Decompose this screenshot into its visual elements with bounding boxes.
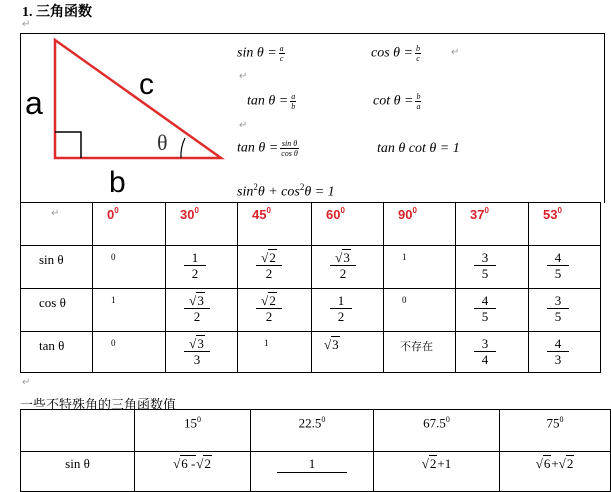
special-angle-table xyxy=(20,202,601,373)
cell-value: √6 -√2 xyxy=(173,456,211,471)
cell-value: 3 4 xyxy=(474,336,496,367)
paragraph-mark: ↵ xyxy=(22,377,31,388)
angle-header: $90^0$ xyxy=(398,206,417,222)
section-heading: 1. 三角函数 xyxy=(22,5,92,20)
other-angle-table xyxy=(20,409,611,492)
cell-value: √3 3 xyxy=(184,336,210,367)
cell-value: 1 xyxy=(251,456,373,473)
right-triangle-diagram xyxy=(21,34,261,204)
cell-value: √6+√2 xyxy=(535,456,574,471)
formula-box xyxy=(20,33,605,203)
cell-value: 1 xyxy=(402,252,407,262)
cell-value: √3 xyxy=(324,337,339,352)
tan-sin-cos-formula: tan θ = $\frac{\text{sin θ}}{\text{cos θ}}$ xyxy=(237,139,298,158)
cell-value: 3 5 xyxy=(547,293,569,324)
cell-value: √2 2 xyxy=(256,250,282,281)
tan-cot-identity: tan θ cot θ = 1 xyxy=(377,141,460,156)
side-b-label: b xyxy=(109,166,126,199)
paragraph-mark: ↵ xyxy=(239,71,248,82)
table-row: ↵ $0^0$ $30^0$ $45^0$ $60^0$ $90^0$ $37^0$ $53^0$ xyxy=(21,203,601,246)
tan-formula: tan θ = $\frac{a}{b}$ xyxy=(247,92,296,111)
angle-header: $37^0$ xyxy=(470,206,489,222)
angle-header: 22.5$^0$ xyxy=(298,415,326,431)
cell-value: 0 xyxy=(111,252,116,262)
angle-header: $60^0$ xyxy=(326,206,345,222)
side-c-label: c xyxy=(139,68,154,101)
side-a-label: a xyxy=(25,85,43,121)
sin-formula: sin θ = $\frac{a}{c}$ xyxy=(237,44,284,63)
paragraph-mark: ↵ xyxy=(451,47,460,58)
table-row xyxy=(21,332,601,373)
angle-header: 67.5$^0$ xyxy=(423,415,450,431)
pythagorean-identity: $\sin^2\theta + \cos^2\theta = 1$ xyxy=(237,182,335,200)
angle-header: $0^0$ xyxy=(107,206,119,222)
cell-value: 1 xyxy=(264,338,269,348)
table-row xyxy=(21,452,611,492)
angle-header: $15^0$ xyxy=(184,415,201,431)
cell-value: 0 xyxy=(402,295,407,305)
cell-value: 1 2 xyxy=(184,250,206,281)
angle-header: $30^0$ xyxy=(180,206,199,222)
paragraph-mark: ↵ xyxy=(239,120,248,131)
cell-value: √2+1 xyxy=(421,456,452,471)
row-label: sin θ xyxy=(39,252,64,267)
cell-value: √3 2 xyxy=(330,250,356,281)
cell-value: 1 xyxy=(111,295,116,305)
cell-value: 3 5 xyxy=(474,250,496,281)
cos-formula: cos θ = $\frac{b}{c}$ xyxy=(371,44,420,63)
cell-value: 0 xyxy=(111,338,116,348)
angle-header: $75^0$ xyxy=(546,415,564,431)
cell-value: 不存在 xyxy=(400,340,433,353)
angle-theta-label: θ xyxy=(157,130,168,155)
row-label: sin θ xyxy=(65,456,90,471)
table-row xyxy=(21,246,601,289)
cell-value: 1 2 xyxy=(330,293,352,324)
table-row xyxy=(21,410,611,452)
cell-value: √3 2 xyxy=(184,293,210,324)
cell-value: 4 5 xyxy=(474,293,496,324)
paragraph-mark: ↵ xyxy=(22,19,31,30)
cell-value: 4 3 xyxy=(547,336,569,367)
table-row xyxy=(21,289,601,332)
cell-value: √2 2 xyxy=(256,293,282,324)
cell-value: 4 5 xyxy=(547,250,569,281)
row-label: cos θ xyxy=(39,295,66,310)
cot-formula: cot θ = $\frac{b}{a}$ xyxy=(373,92,421,111)
angle-header: $45^0$ xyxy=(252,206,271,222)
subtitle: 一些不特殊角的三角函数值 xyxy=(20,398,177,413)
angle-header: $53^0$ xyxy=(543,206,562,222)
row-label: tan θ xyxy=(39,338,65,353)
